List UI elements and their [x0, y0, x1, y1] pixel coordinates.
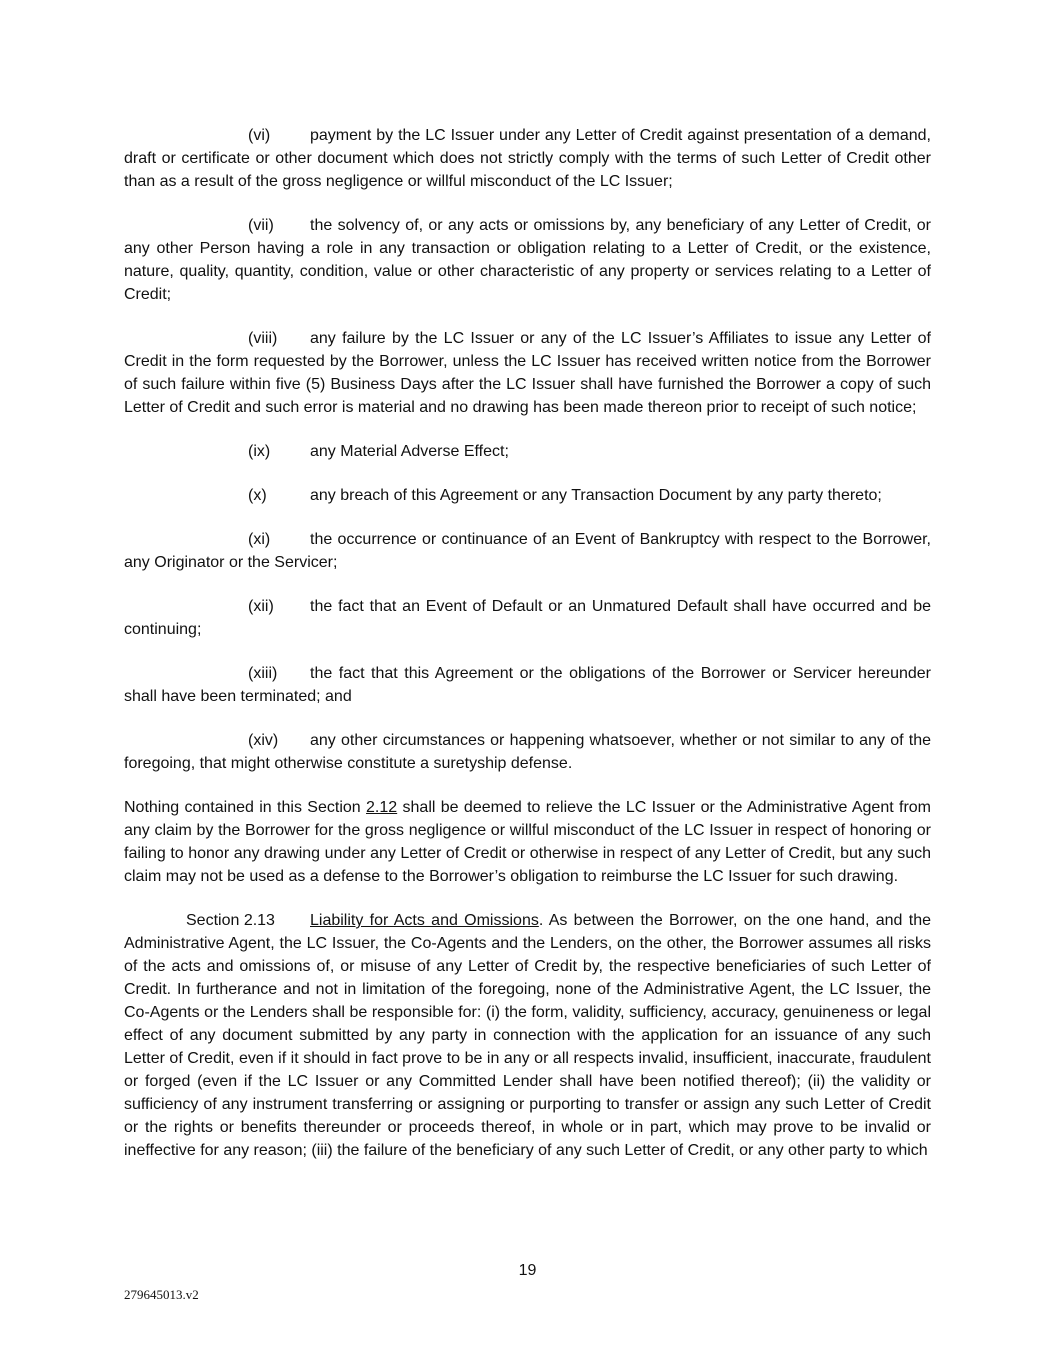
item-number: (vi) [248, 127, 271, 144]
list-item-vii [124, 214, 931, 306]
section-number: Section 2.13 [186, 912, 275, 929]
item-text: the fact that an Event of Default or an Unmatured Default shall have occurred and be continuing; [124, 598, 931, 638]
section-heading [186, 909, 310, 932]
document-id: 279645013.v2 [124, 1287, 199, 1302]
list-item-ix [124, 440, 931, 463]
section-reference-link[interactable]: 2.12 [366, 799, 398, 816]
item-text: payment by the LC Issuer under any Letter of Credit against presentation of a demand, draft or certificate or other document which does not strictly comply with the terms of such Letter of Credit other than as a result of the gross negligence or willful misconduct of the LC Issuer; [124, 127, 931, 190]
item-number: (xiii) [248, 665, 278, 682]
list-item-viii [124, 327, 931, 419]
section-body-text: . As between the Borrower, on the one hand, and the Administrative Agent, the LC Issuer, the Co-Agents and the Lenders, on the other, the Borrower assumes all risks of the acts and omissions of, or misuse of any Letter of Credit by, the respective beneficiaries of such Letter of Credit. In furtherance and not in limitation of the foregoing, none of the Administrative Agent, the LC Issuer, the Co-Agents or the Lenders shall be responsible for: (i) the form, validity, sufficiency, accuracy, genuineness or legal effect of any document submitted by any party in connection with the application for an issuance of any such Letter of Credit, even if it should in fact prove to be in any or all respects invalid, insufficient, inaccurate, fraudulent or forged (even if the LC Issuer or any Committed Lender shall have been notified thereof); (ii) the validity or sufficiency of any instrument transferring or assigning or purporting to transfer or assign any such Letter of Credit or the rights or benefits thereunder or proceeds thereof, in whole or in part, which may prove to be invalid or ineffective for any reason; (iii) the failure of the beneficiary of any such Letter of Credit, or any other party to which [124, 912, 931, 1159]
paragraph-text-end: shall be deemed to relieve the LC Issuer or the Administrative Agent from any claim by the Borrower for the gross negligence or willful misconduct of the LC Issuer in respect of honoring or failing to honor any drawing under any Letter of Credit or otherwise in respect of any Letter of Credit, but any such claim may not be used as a defense to the Borrower’s obligation to reimburse the LC Issuer for such drawing. [124, 799, 932, 885]
item-number: (xi) [248, 531, 271, 548]
list-item-xii [124, 595, 931, 641]
nothing-contained-paragraph [124, 796, 931, 888]
list-item-xiii [124, 662, 931, 708]
item-number: (xiv) [248, 732, 279, 749]
list-item-xi [124, 528, 931, 574]
list-item-vi [124, 124, 931, 193]
item-text: any breach of this Agreement or any Transaction Document by any party thereto; [310, 487, 882, 504]
item-text: the occurrence or continuance of an Event of Bankruptcy with respect to the Borrower, any Originator or the Servicer; [124, 531, 931, 571]
item-number: (x) [248, 487, 267, 504]
item-number: (ix) [248, 443, 271, 460]
section-2-13-paragraph [124, 909, 931, 1162]
section-title: Liability for Acts and Omissions [310, 912, 539, 929]
document-page [124, 124, 931, 1183]
item-number: (vii) [248, 217, 274, 234]
item-text: the fact that this Agreement or the obligations of the Borrower or Servicer hereunder shall have been terminated; and [124, 665, 931, 705]
item-text: any failure by the LC Issuer or any of the LC Issuer’s Affiliates to issue any Letter of Credit in the form requested by the Borrower, unless the LC Issuer has received written notice from the Borrower of such failure within five (5) Business Days after the LC Issuer shall have furnished the Borrower a copy of such Letter of Credit and such error is material and no drawing has been made thereon prior to receipt of such notice; [124, 330, 931, 416]
item-text: any other circumstances or happening whatsoever, whether or not similar to any of the foregoing, that might otherwise constitute a suretyship defense. [124, 732, 931, 772]
item-number: (xii) [248, 598, 274, 615]
item-text: any Material Adverse Effect; [310, 443, 509, 460]
paragraph-text-start: Nothing contained in this Section [124, 799, 367, 816]
item-number: (viii) [248, 330, 278, 347]
list-item-xiv [124, 729, 931, 775]
item-text: the solvency of, or any acts or omissions by, any beneficiary of any Letter of Credit, or any other Person having a role in any transaction or obligation relating to a Letter of Credit, or the existence, nature, quality, quantity, condition, value or other characteristic of any property or services relating to a Letter of Credit; [124, 217, 931, 303]
list-item-x [124, 484, 931, 507]
page-number: 19 [518, 1262, 537, 1279]
